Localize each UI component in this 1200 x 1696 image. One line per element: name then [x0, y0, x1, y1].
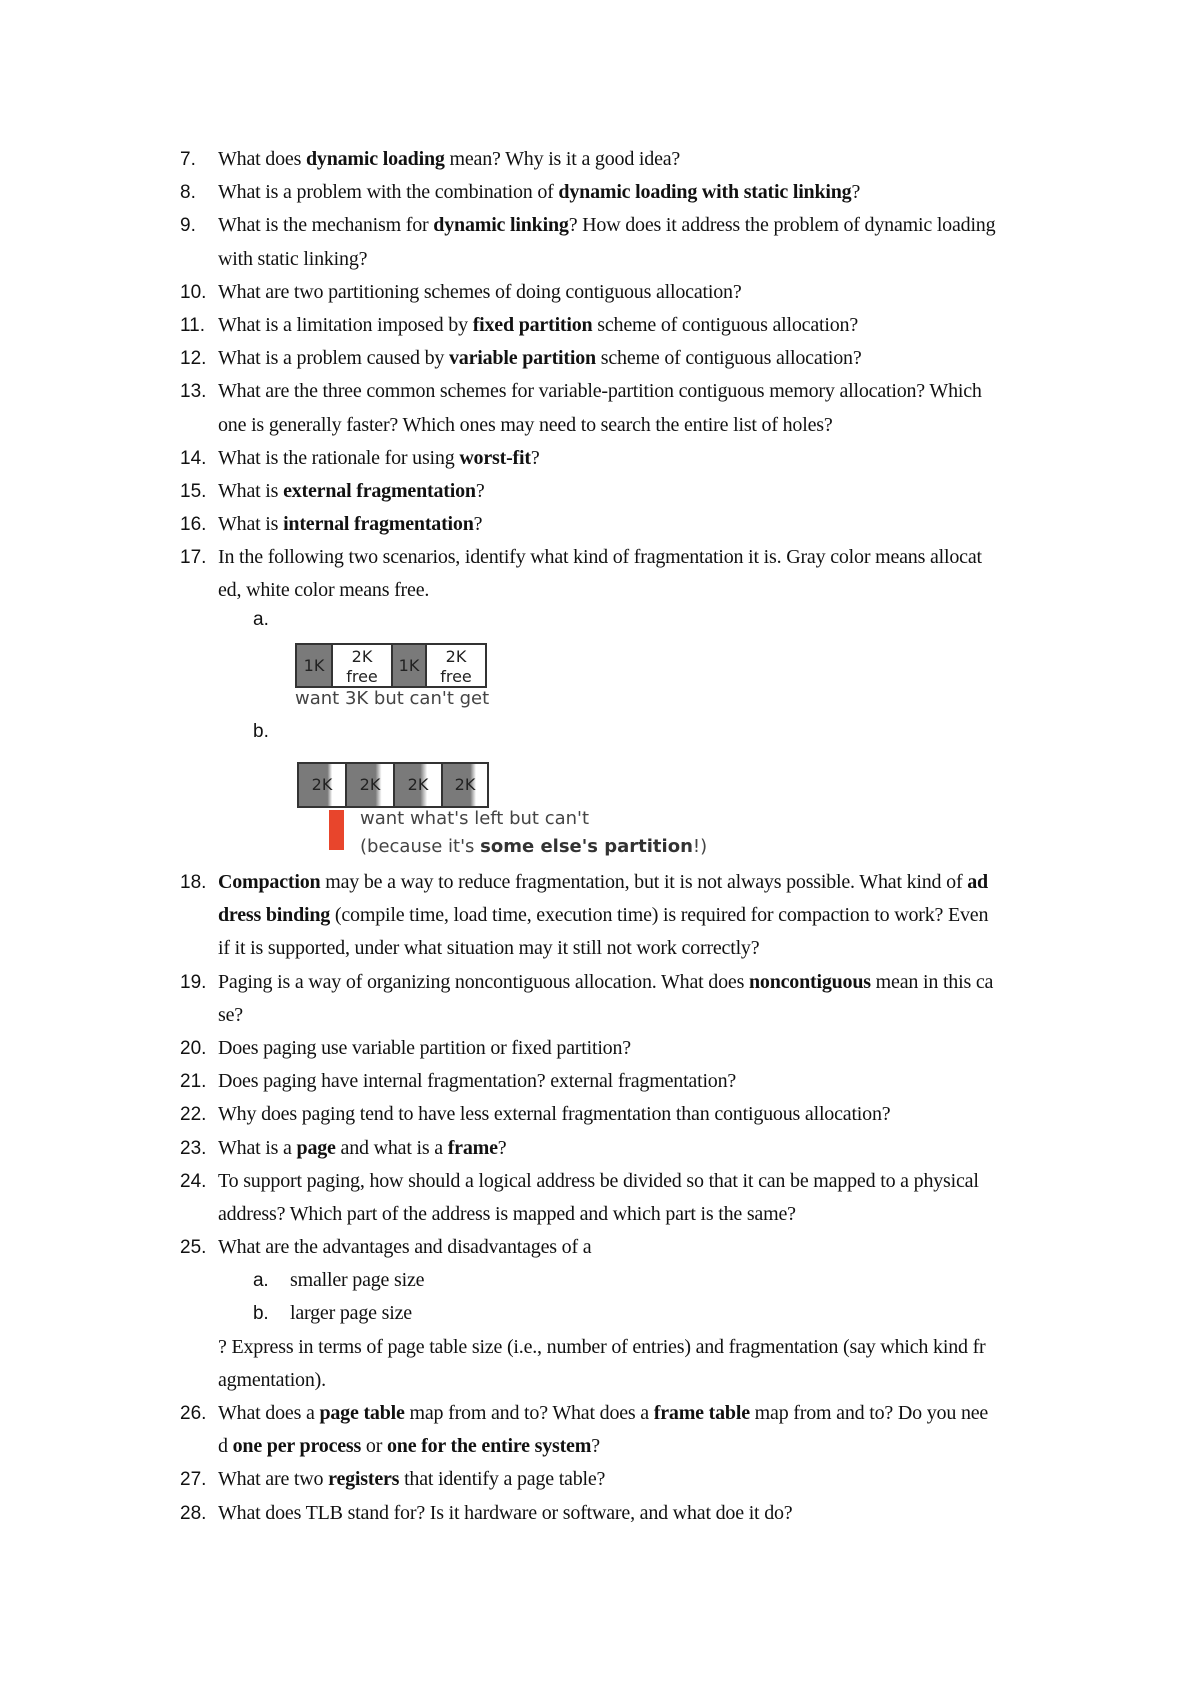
- question-item: [0, 1497, 1200, 1530]
- key-term: frame: [447, 1136, 498, 1159]
- question-text: one is generally faster? Which ones may need to search the entire list of holes?: [218, 413, 833, 436]
- partition: [299, 764, 347, 806]
- question-number: 13.: [180, 381, 207, 403]
- question-item: [0, 541, 1200, 607]
- partition-size: 2K: [311, 775, 333, 794]
- question-item: [0, 143, 1200, 176]
- question-text: se?: [218, 1003, 243, 1026]
- key-term: page: [296, 1136, 336, 1159]
- question-text: What are the three common schemes for variable-partition contiguous memory allocation? Which: [218, 380, 982, 403]
- question-number: 23.: [180, 1137, 207, 1159]
- scenario-b-caption-line1: want what's left but can't: [360, 808, 590, 829]
- question-text: ?: [497, 1136, 507, 1159]
- key-term: fixed partition: [472, 313, 593, 336]
- question-text: What are two: [218, 1468, 329, 1491]
- question-text-line: [0, 1364, 1200, 1397]
- question-item: [0, 1463, 1200, 1496]
- question-text: Why does paging tend to have less external fragmentation than contiguous allocation?: [218, 1103, 891, 1126]
- question-text: larger page size: [290, 1302, 412, 1325]
- question-number: 19.: [180, 971, 207, 993]
- block-size: 1K: [303, 656, 325, 675]
- question-item: [0, 309, 1200, 342]
- key-term: noncontiguous: [748, 970, 871, 993]
- block-free-label: free: [346, 667, 378, 686]
- block-size: 2K: [351, 647, 373, 666]
- question-number: 12.: [180, 348, 207, 370]
- key-term: ad: [967, 871, 988, 893]
- question-text-line: [0, 899, 1200, 932]
- question-item: [0, 176, 1200, 209]
- key-term: registers: [328, 1468, 400, 1491]
- question-text: mean in this ca: [870, 970, 994, 993]
- question-number: 14.: [180, 447, 207, 469]
- question-item: [0, 1165, 1200, 1231]
- question-text: What is: [218, 513, 284, 536]
- question-text: address? Which part of the address is mapped and which part is the same?: [218, 1202, 796, 1225]
- question-item: [0, 966, 1200, 1032]
- question-text-line: [0, 1198, 1200, 1231]
- scenario-a-caption: want 3K but can't get: [295, 688, 490, 709]
- question-item: [0, 342, 1200, 375]
- sub-item-label: b.: [253, 1303, 269, 1325]
- question-number: 9.: [180, 215, 196, 237]
- question-number: 11.: [180, 314, 206, 336]
- question-text: ? How does it address the problem of dynamic loading: [568, 214, 996, 237]
- caption-text: !): [692, 836, 708, 857]
- question-text: mean? Why is it a good idea?: [444, 148, 681, 170]
- block-size: 1K: [398, 656, 420, 675]
- question-text: ?: [473, 513, 483, 536]
- question-item: [0, 508, 1200, 541]
- partition: [347, 764, 395, 806]
- key-term: frame table: [653, 1402, 750, 1424]
- question-text: ?: [475, 479, 485, 502]
- partition: [395, 764, 443, 806]
- memory-block-free: [333, 645, 393, 686]
- scenario-b-label: b.: [253, 721, 269, 742]
- question-text: What does: [218, 148, 306, 170]
- question-number: 24.: [180, 1170, 207, 1192]
- question-item: [0, 442, 1200, 475]
- question-text: or: [361, 1435, 387, 1458]
- question-number: 26.: [180, 1403, 207, 1424]
- key-term: dynamic loading with static linking: [558, 181, 852, 204]
- question-text-line: [0, 243, 1200, 276]
- question-text: Does paging use variable partition or fixed partition?: [218, 1036, 631, 1059]
- scenario-a-diagram: [295, 643, 487, 688]
- question-text: agmentation).: [218, 1368, 326, 1391]
- block-free-label: free: [440, 667, 472, 686]
- question-text: Does paging have internal fragmentation? external fragmentation?: [218, 1070, 737, 1093]
- question-number: 22.: [180, 1104, 207, 1126]
- question-text: ?: [591, 1435, 600, 1458]
- question-number: 7.: [180, 149, 196, 170]
- key-term: Compaction: [218, 871, 321, 893]
- question-item: [0, 1397, 1200, 1463]
- question-text: that identify a page table?: [399, 1468, 606, 1491]
- question-text: if it is supported, under what situation may it still not work correctly?: [218, 937, 760, 960]
- question-text: ? Express in terms of page table size (i.e., number of entries) and fragmentation (say which kind fr: [218, 1335, 986, 1358]
- key-term: variable partition: [449, 347, 596, 370]
- question-number: 25.: [180, 1237, 207, 1259]
- key-term: dynamic loading: [305, 148, 445, 170]
- question-text: and what is a: [335, 1136, 448, 1159]
- question-list-part1: [0, 143, 1200, 608]
- question-text: To support paging, how should a logical address be divided so that it can be mapped to a physical: [218, 1169, 979, 1192]
- question-number: 15.: [180, 480, 207, 502]
- partition: [443, 764, 487, 806]
- question-text: In the following two scenarios, identify what kind of fragmentation it is. Gray color means allocat: [218, 546, 982, 569]
- key-term: internal fragmentation: [283, 513, 474, 536]
- question-text: map from and to? What does a: [404, 1402, 654, 1424]
- question-text: with static linking?: [218, 247, 368, 270]
- question-item: [0, 375, 1200, 441]
- scenario-b-diagram: [297, 762, 489, 808]
- question-text-line: [0, 1430, 1200, 1463]
- memory-block-allocated: [393, 645, 427, 686]
- question-text: What are two partitioning schemes of doing contiguous allocation?: [218, 280, 742, 303]
- caption-bold: some else's partition: [480, 836, 693, 857]
- question-text: What does a: [218, 1402, 320, 1424]
- scenario-b-caption-line2: [360, 836, 707, 857]
- question-text: d: [218, 1435, 233, 1458]
- question-text: What is the rationale for using: [218, 446, 460, 469]
- key-term: dress binding: [218, 904, 331, 927]
- key-term: page table: [319, 1402, 405, 1424]
- question-text: ?: [851, 181, 861, 204]
- key-term: one for the entire system: [386, 1435, 592, 1458]
- question-text: What does TLB stand for? Is it hardware or software, and what doe it do?: [218, 1501, 793, 1524]
- question-item: [0, 1098, 1200, 1131]
- request-bar: [329, 810, 344, 850]
- question-text: What is: [218, 479, 284, 502]
- block-size: 2K: [445, 647, 467, 666]
- question-text: What are the advantages and disadvantages of a: [218, 1236, 592, 1259]
- question-text: Paging is a way of organizing noncontiguous allocation. What does: [218, 970, 749, 993]
- partition-size: 2K: [359, 775, 381, 794]
- caption-text: (because it's: [360, 836, 481, 857]
- question-number: 28.: [180, 1502, 207, 1524]
- question-text: What is a limitation imposed by: [218, 313, 473, 336]
- question-item: [0, 866, 1200, 966]
- key-term: external fragmentation: [283, 479, 476, 502]
- partition-size: 2K: [454, 775, 476, 794]
- question-number: 17.: [180, 547, 207, 569]
- question-number: 16.: [180, 514, 207, 536]
- question-list-part2: [0, 866, 1200, 1530]
- question-number: 8.: [180, 182, 196, 204]
- scenario-a-label: a.: [253, 609, 269, 630]
- question-text-line: [0, 1297, 1200, 1330]
- question-text-line: [0, 932, 1200, 965]
- question-text-line: [0, 1264, 1200, 1297]
- question-text: scheme of contiguous allocation?: [592, 313, 859, 336]
- question-number: 27.: [180, 1469, 207, 1491]
- question-item: [0, 1032, 1200, 1065]
- memory-block-allocated: [297, 645, 333, 686]
- question-number: 21.: [180, 1071, 207, 1093]
- question-text-line: [0, 999, 1200, 1032]
- question-text-line: [0, 1331, 1200, 1364]
- key-term: one per process: [232, 1435, 362, 1458]
- question-text: What is the mechanism for: [218, 214, 434, 237]
- question-item: [0, 276, 1200, 309]
- question-text: smaller page size: [290, 1269, 425, 1292]
- question-text: map from and to? Do you nee: [749, 1402, 989, 1424]
- question-item: [0, 1231, 1200, 1397]
- question-text: ed, white color means free.: [218, 579, 430, 602]
- question-text: What is a problem caused by: [218, 347, 449, 370]
- question-text: scheme of contiguous allocation?: [595, 347, 862, 370]
- question-text: ?: [530, 446, 540, 469]
- question-text-line: [0, 409, 1200, 442]
- question-item: [0, 1065, 1200, 1098]
- key-term: dynamic linking: [433, 214, 569, 237]
- question-number: 20.: [180, 1037, 207, 1059]
- question-text: What is a problem with the combination of: [218, 181, 559, 204]
- sub-item-label: a.: [253, 1270, 269, 1292]
- partition-size: 2K: [407, 775, 429, 794]
- question-number: 10.: [180, 281, 207, 303]
- memory-block-free: [427, 645, 485, 686]
- question-number: 18.: [180, 872, 207, 893]
- key-term: worst-fit: [459, 446, 531, 469]
- question-text: (compile time, load time, execution time) is required for compaction to work? Even: [330, 904, 989, 927]
- question-item: [0, 475, 1200, 508]
- question-text: What is a: [218, 1136, 297, 1159]
- question-item: [0, 209, 1200, 275]
- question-text: may be a way to reduce fragmentation, but it is not always possible. What kind of: [320, 871, 968, 893]
- question-item: [0, 1132, 1200, 1165]
- question-text-line: [0, 574, 1200, 607]
